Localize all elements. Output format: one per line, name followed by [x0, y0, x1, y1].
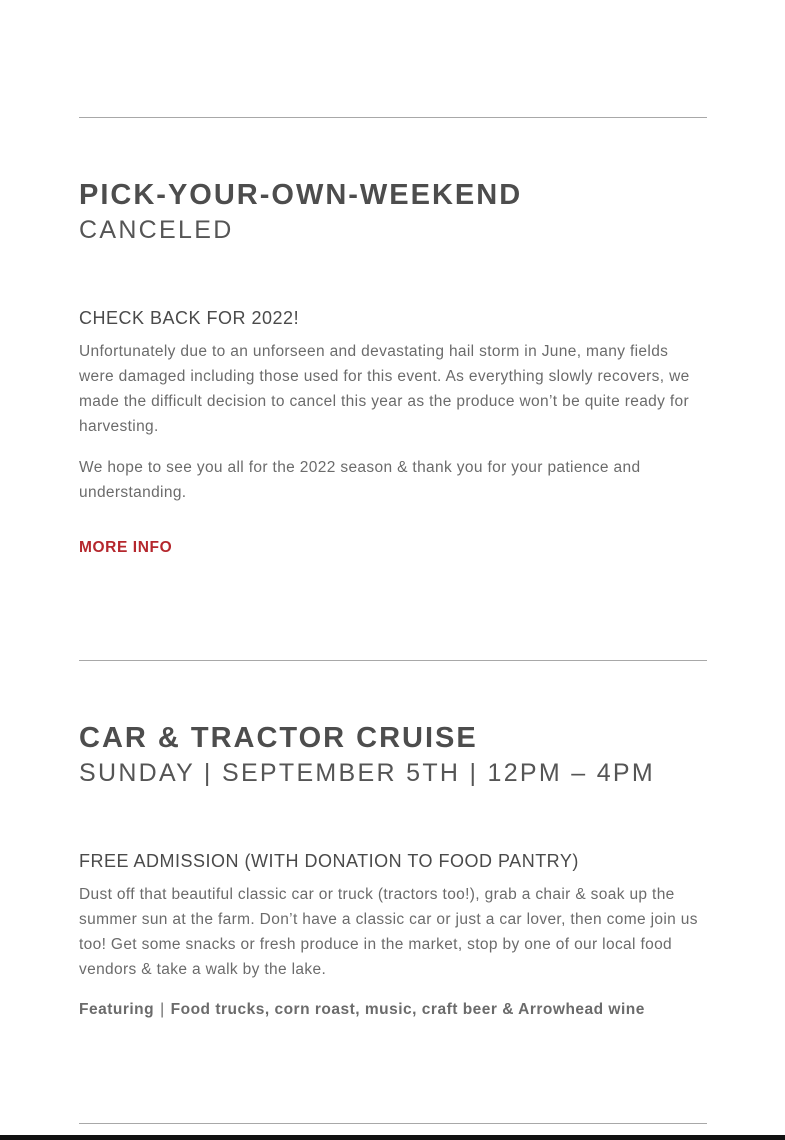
event-description: Dust off that beautiful classic car or truck (tractors too!), grab a chair & soak up the summer sun at the farm. Don’t have a classic car or just a car lover, then come join us too! Get some snacks or fresh produce in the market, stop by one of our local food vendors & take a walk by the lake.	[79, 886, 698, 978]
event-pick-your-own-details	[79, 306, 709, 558]
event-description: Unfortunately due to an unforseen and devastating hail storm in June, many fields were damaged including those used for this event. As everything slowly recovers, we made the difficult decision to cancel this year as the produce won’t be quite ready for harvesting.	[79, 343, 690, 435]
featuring-items: Food trucks, corn roast, music, craft beer & Arrowhead wine	[170, 1001, 645, 1018]
section-divider	[79, 117, 707, 118]
more-info-link[interactable]: MORE INFO	[79, 539, 173, 556]
event-heading: FREE ADMISSION (WITH DONATION TO FOOD PANTRY)	[79, 851, 579, 871]
event-heading: CHECK BACK FOR 2022!	[79, 308, 300, 328]
section-divider	[79, 1123, 707, 1124]
event-car-tractor-cruise-details	[79, 849, 709, 1021]
featuring-line	[79, 999, 709, 1021]
event-car-tractor-cruise	[79, 721, 709, 789]
event-pick-your-own	[79, 178, 709, 246]
event-title: CAR & TRACTOR CRUISE	[79, 722, 478, 754]
event-status: CANCELED	[79, 216, 234, 244]
event-description: We hope to see you all for the 2022 season & thank you for your patience and understanding.	[79, 459, 641, 501]
bottom-bar	[0, 1135, 785, 1140]
featuring-separator: |	[160, 1001, 165, 1018]
event-title: PICK-YOUR-OWN-WEEKEND	[79, 179, 523, 211]
section-divider	[79, 660, 707, 661]
featuring-label: Featuring	[79, 1001, 155, 1018]
event-date: SUNDAY | SEPTEMBER 5TH | 12PM – 4PM	[79, 759, 656, 787]
